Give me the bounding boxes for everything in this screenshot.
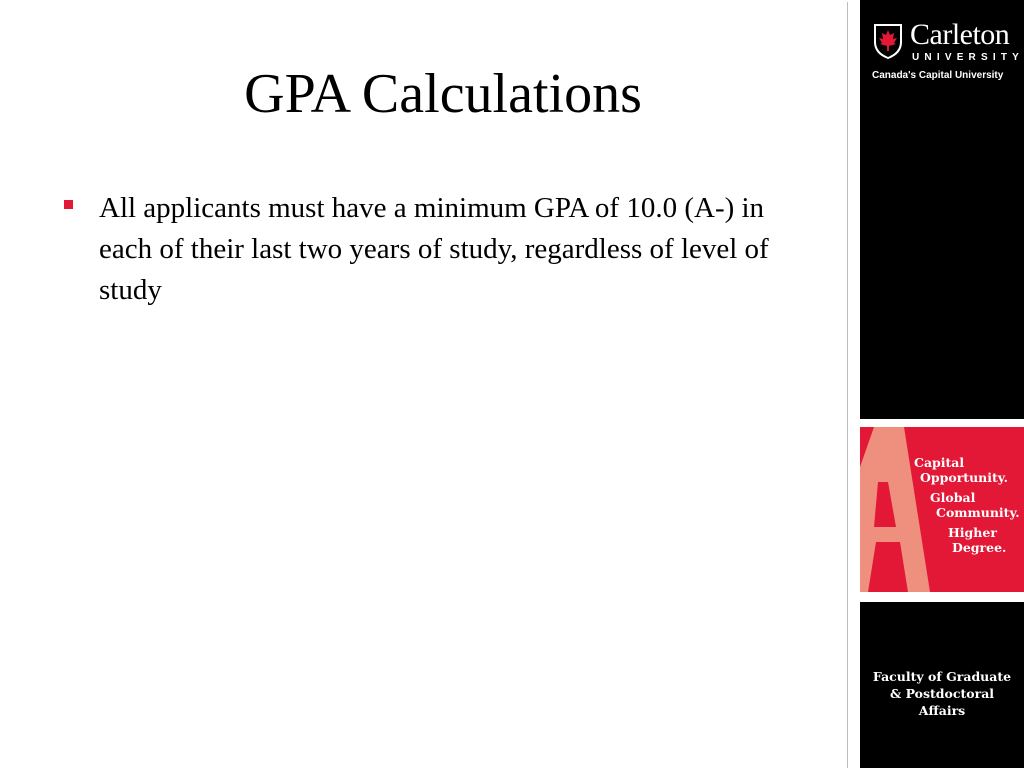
bullet-item: [62, 188, 802, 311]
tagline-line: Degree.: [952, 540, 1007, 555]
bullet-text: All applicants must have a minimum GPA of 10.0 (A-) in each of their last two years of study, regardless of level of study: [99, 192, 769, 306]
bullet-square-icon: [64, 200, 73, 209]
faculty-panel: [860, 602, 1024, 768]
tagline-line: Opportunity.: [920, 470, 1008, 485]
tagline-line: Community.: [936, 505, 1020, 520]
tagline-line: Capital: [914, 455, 965, 470]
faculty-name-line: Faculty of Graduate: [872, 669, 1012, 684]
logo-tagline: Canada's Capital University: [872, 70, 1004, 81]
bullet-list: [62, 188, 802, 311]
carleton-logo-panel: [860, 0, 1024, 419]
sidebar-divider: [847, 2, 848, 768]
slide-title: GPA Calculations: [244, 63, 642, 125]
tagline-line: Global: [930, 490, 976, 505]
maple-leaf-shield-icon: [872, 22, 904, 60]
faculty-name-line: & Postdoctoral: [889, 686, 995, 701]
tagline-panel: [860, 427, 1024, 592]
logo-university-label: UNIVERSITY: [912, 52, 1024, 63]
faculty-name: [860, 668, 1024, 719]
logo-wordmark: Carleton: [910, 18, 1010, 51]
tagline-line: Higher: [948, 525, 997, 540]
faculty-name-line: Affairs: [918, 703, 966, 718]
